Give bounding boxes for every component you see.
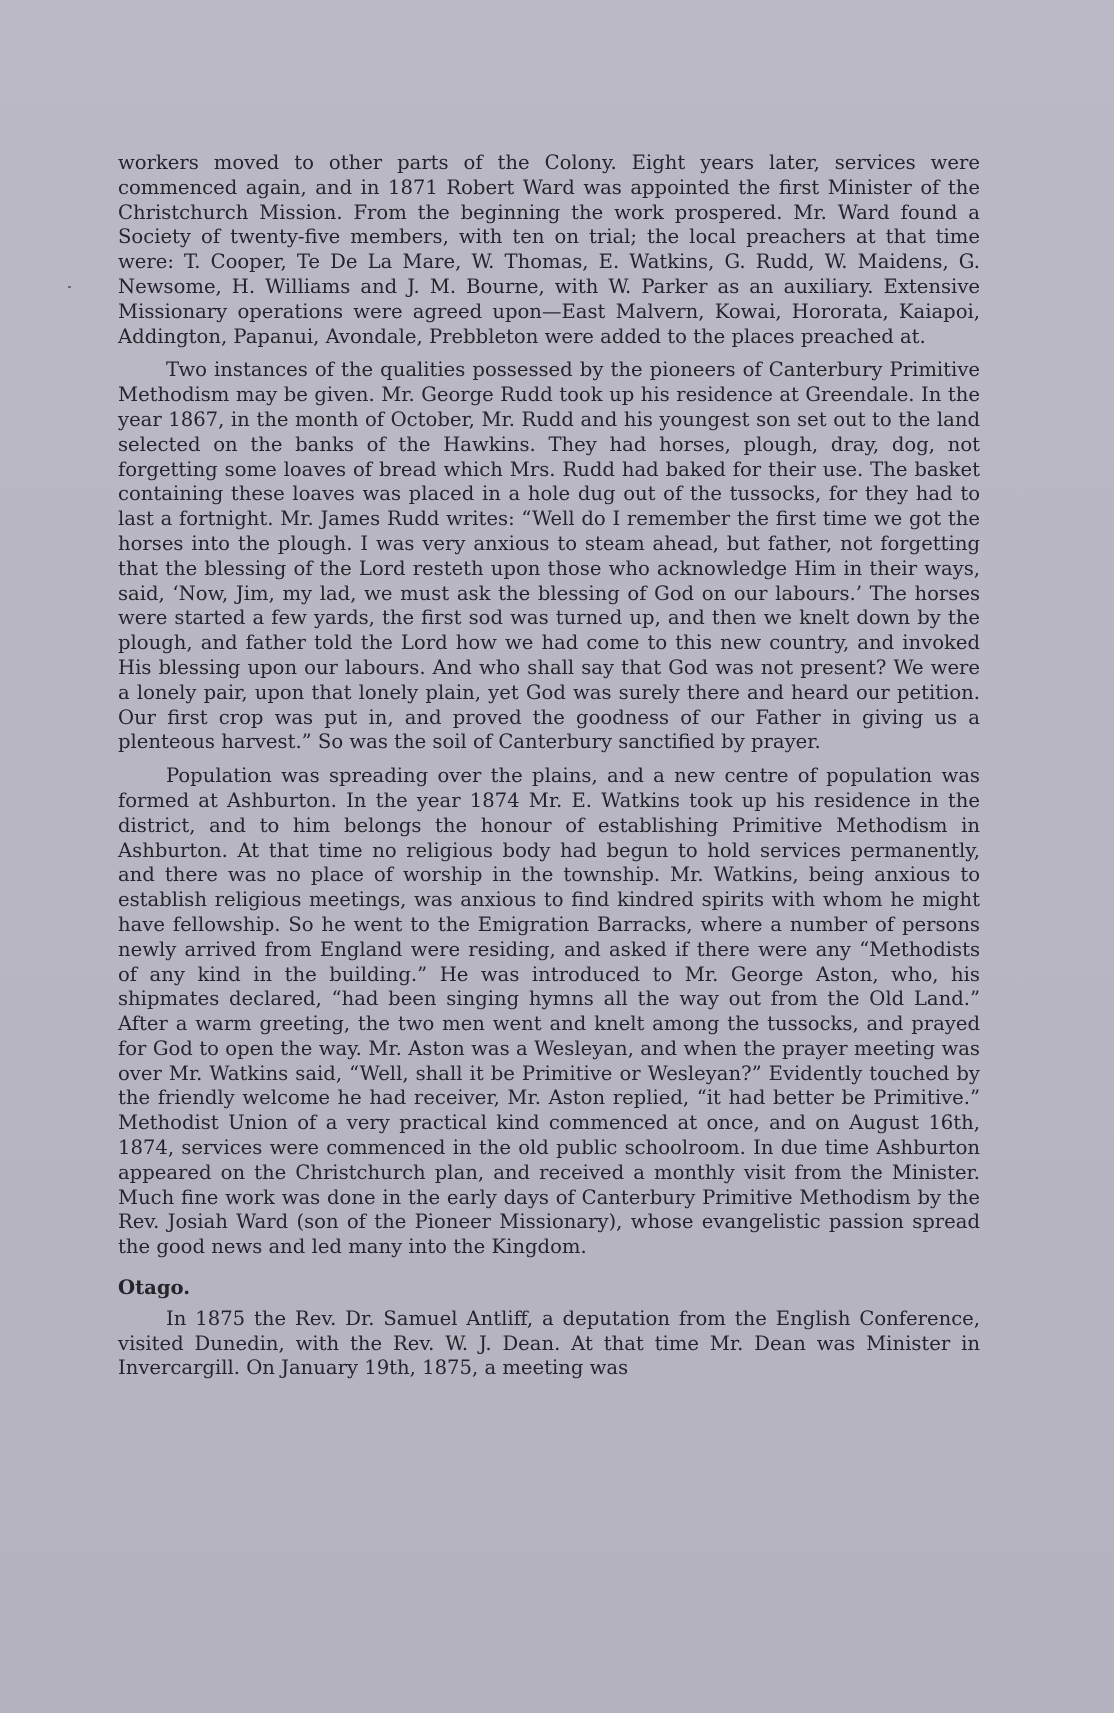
body-text: [118, 151, 980, 1381]
margin-mark: [68, 286, 71, 288]
paragraph-otago: In 1875 the Rev. Dr. Samuel Antliff, a deputation from the English Conference, visited Dunedin, with the Rev. W. J. Dean. At that time Mr. Dean was Minister in Invercargill. On January 19th, 1875, a meeting was: [118, 1306, 980, 1380]
paragraph-rudd: Two instances of the qualities possessed by the pioneers of Canterbury Primitive Methodism may be given. Mr. George Rudd took up his residence at Greendale. In the year 1867, in the month of October, Mr. Rudd and his youngest son set out to the land selected on the banks of the Hawkins. They had horses, plough, dray, dog, not forgetting some loaves of bread which Mrs. Rudd had baked for their use. The basket containing these loaves was placed in a hole dug out of the tussocks, for they had to last a fortnight. Mr. James Rudd writes: “Well do I remember the first time we got the horses into the plough. I was very anxious to steam ahead, but father, not forgetting that the blessing of the Lord resteth upon those who acknowledge Him in their ways, said, ‘Now, Jim, my lad, we must ask the blessing of God on our labours.’ The horses were started a few yards, the first sod was turned up, and then we knelt down by the plough, and father told the Lord how we had come to this new country, and invoked His blessing upon our labours. And who shall say that God was not present? We were a lonely pair, upon that lonely plain, yet God was surely there and heard our petition. Our first crop was put in, and proved the goodness of our Father in giving us a plenteous harvest.” So was the soil of Canterbury sanctified by prayer.: [118, 358, 980, 754]
paragraph-ashburton: Population was spreading over the plains, and a new centre of population was formed at Ashburton. In the year 1874 Mr. E. Watkins took up his residence in the district, and to him belongs the honour of establishing Primitive Methodism in Ashburton. At that time no religious body had begun to hold services permanently, and there was no place of worship in the township. Mr. Watkins, being anxious to establish religious meetings, was anxious to find kindred spirits with whom he might have fellowship. So he went to the Emigration Barracks, where a number of persons newly arrived from England were residing, and asked if there were any “Methodists of any kind in the building.” He was introduced to Mr. George Aston, who, his shipmates declared, “had been singing hymns all the way out from the Old Land.” After a warm greeting, the two men went and knelt among the tussocks, and prayed for God to open the way. Mr. Aston was a Wesleyan, and when the prayer meeting was over Mr. Watkins said, “Well, shall it be Primitive or Wesleyan?” Evidently touched by the friendly welcome he had receiver, Mr. Aston replied, “it had better be Primitive.” Methodist Union of a very practical kind commenced at once, and on August 16th, 1874, services were commenced in the old public schoolroom. In due time Ashburton appeared on the Christchurch plan, and received a monthly visit from the Minister. Much fine work was done in the early days of Canterbury Primitive Methodism by the Rev. Josiah Ward (son of the Pioneer Missionary), whose evangelistic passion spread the good news and led many into the Kingdom.: [118, 764, 980, 1259]
section-heading-otago: Otago.: [118, 1276, 191, 1300]
paragraph-continuation: workers moved to other parts of the Colony. Eight years later, services were commenced again, and in 1871 Robert Ward was appointed the first Minister of the Christchurch Mission. From the beginning the work prospered. Mr. Ward found a Society of twenty-five members, with ten on trial; the local preachers at that time were: T. Cooper, Te De La Mare, W. Thomas, E. Watkins, G. Rudd, W. Maidens, G. Newsome, H. Williams and J. M. Bourne, with W. Parker as an auxiliary. Extensive Missionary operations were agreed upon—East Malvern, Kowai, Hororata, Kaiapoi, Addington, Papanui, Avondale, Prebbleton were added to the places preached at.: [118, 151, 980, 348]
